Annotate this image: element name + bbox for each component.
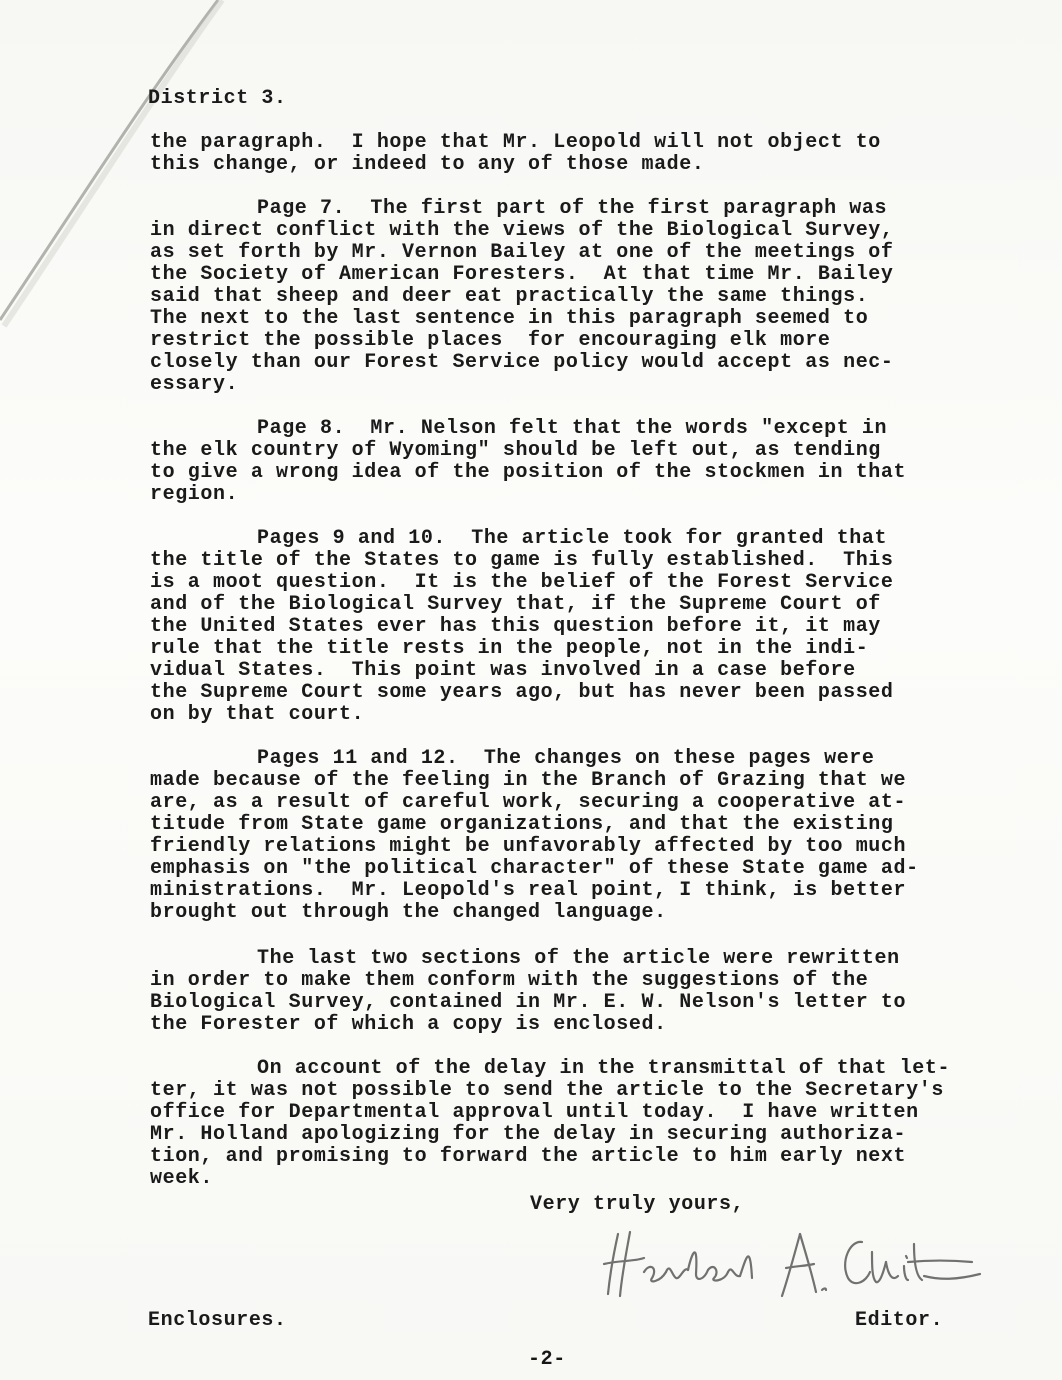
page-number: -2- <box>528 1348 566 1371</box>
text-line: the title of the States to game is fully established. This <box>150 549 894 572</box>
text-line: said that sheep and deer eat practically the same things. <box>150 285 869 308</box>
signer-title: Editor. <box>855 1309 944 1332</box>
closing-salutation: Very truly yours, <box>530 1193 745 1216</box>
text-line: the paragraph. I hope that Mr. Leopold will not object to <box>150 131 881 154</box>
text-line: in order to make them conform with the suggestions of the <box>150 969 869 992</box>
text-line: The last two sections of the article were rewritten <box>257 947 900 970</box>
text-line: Pages 9 and 10. The article took for granted that <box>257 527 888 550</box>
text-line: restrict the possible places for encouraging elk more <box>150 329 831 352</box>
district-heading: District 3. <box>148 87 287 110</box>
text-line: are, as a result of careful work, securing a cooperative at- <box>150 791 907 814</box>
text-line: friendly relations might be unfavorably affected by too much <box>150 835 907 858</box>
text-line: vidual States. This point was involved in a case before <box>150 659 856 682</box>
text-line: titude from State game organizations, and that the existing <box>150 813 894 836</box>
text-line: week. <box>150 1167 214 1190</box>
text-line: Mr. Holland apologizing for the delay in securing authoriza- <box>150 1123 907 1146</box>
text-line: the elk country of Wyoming" should be left out, as tending <box>150 439 881 462</box>
text-line: this change, or indeed to any of those made. <box>150 153 705 176</box>
text-line: made because of the feeling in the Branch of Grazing that we <box>150 769 907 792</box>
text-line: ter, it was not possible to send the article to the Secretary's <box>150 1079 944 1102</box>
text-line: Page 8. Mr. Nelson felt that the words "except in <box>257 417 888 440</box>
text-line: and of the Biological Survey that, if the Supreme Court of <box>150 593 881 616</box>
text-line: On account of the delay in the transmittal of that let- <box>257 1057 951 1080</box>
text-line: the United States ever has this question before it, it may <box>150 615 881 638</box>
text-line: emphasis on "the political character" of these State game ad- <box>150 857 919 880</box>
text-line: ministrations. Mr. Leopold's real point, I think, is better <box>150 879 907 902</box>
text-line: essary. <box>150 373 239 396</box>
text-line: office for Departmental approval until today. I have written <box>150 1101 919 1124</box>
text-line: the Forester of which a copy is enclosed. <box>150 1013 667 1036</box>
text-line: region. <box>150 483 239 506</box>
text-line: Biological Survey, contained in Mr. E. W. Nelson's letter to <box>150 991 907 1014</box>
text-line: tion, and promising to forward the article to him early next <box>150 1145 907 1168</box>
text-line: in direct conflict with the views of the Biological Survey, <box>150 219 894 242</box>
text-line: Pages 11 and 12. The changes on these pages were <box>257 747 875 770</box>
text-line: brought out through the changed language. <box>150 901 667 924</box>
text-line: The next to the last sentence in this paragraph seemed to <box>150 307 869 330</box>
text-line: Page 7. The first part of the first paragraph was <box>257 197 888 220</box>
text-line: on by that court. <box>150 703 365 726</box>
text-line: as set forth by Mr. Vernon Bailey at one of the meetings of <box>150 241 894 264</box>
text-line: the Supreme Court some years ago, but has never been passed <box>150 681 894 704</box>
text-line: to give a wrong idea of the position of the stockmen in that <box>150 461 907 484</box>
text-line: closely than our Forest Service policy would accept as nec- <box>150 351 894 374</box>
text-line: rule that the title rests in the people, not in the indi- <box>150 637 869 660</box>
signature-image <box>600 1222 1000 1302</box>
text-line: the Society of American Foresters. At that time Mr. Bailey <box>150 263 894 286</box>
enclosures-note: Enclosures. <box>148 1309 287 1332</box>
text-line: is a moot question. It is the belief of the Forest Service <box>150 571 894 594</box>
